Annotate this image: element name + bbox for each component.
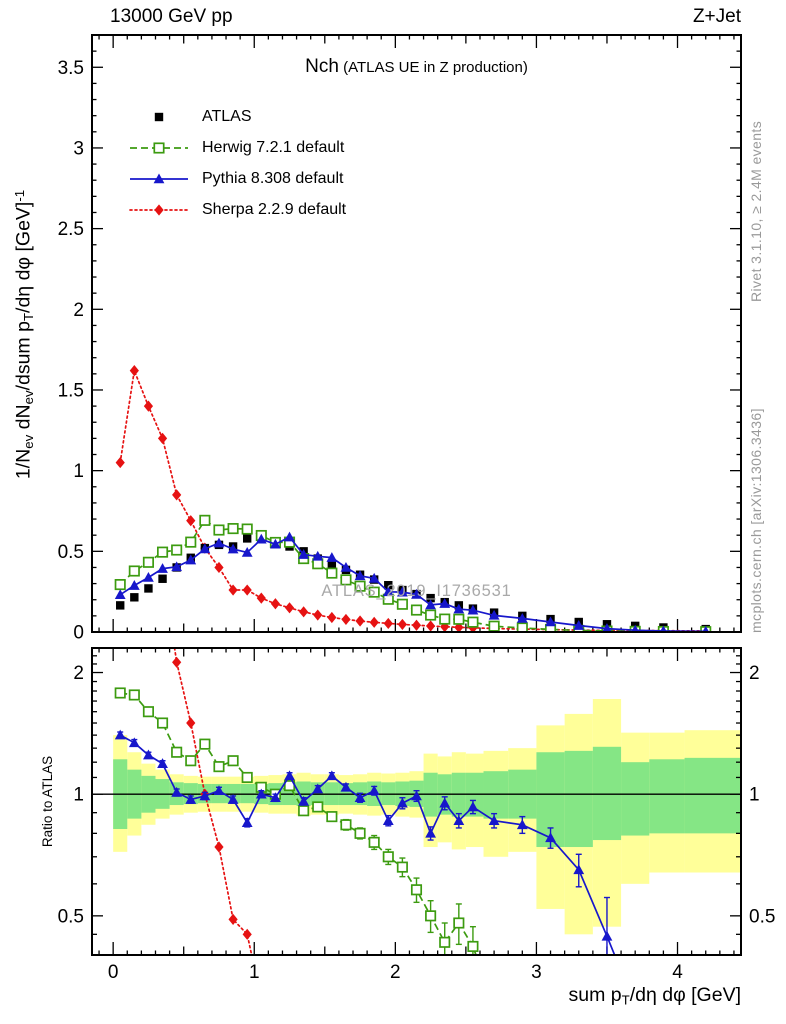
uncertainty-bands xyxy=(113,699,741,934)
svg-text:0: 0 xyxy=(107,962,119,983)
svg-text:2: 2 xyxy=(73,299,84,321)
legend-label: Sherpa 2.2.9 default xyxy=(202,200,347,218)
x-axis-title: sum $p_T/d\eta$ dφ [GeV] xyxy=(568,984,741,1008)
svg-text:0.5: 0.5 xyxy=(57,541,84,563)
legend-item-pythia xyxy=(128,163,346,194)
plot-title-sub: (ATLAS UE in Z production) xyxy=(338,59,528,76)
svg-text:3.5: 3.5 xyxy=(57,57,84,79)
legend-marker-icon xyxy=(128,170,190,188)
svg-text:2: 2 xyxy=(390,962,401,983)
analysis-watermark: ATLAS_2019_I1736531 xyxy=(321,582,512,600)
legend-item-atlas xyxy=(128,101,346,132)
legend-label: ATLAS xyxy=(202,107,252,125)
y-axis-title-ratio: Ratio to ATLAS xyxy=(40,755,55,848)
svg-text:0.5: 0.5 xyxy=(749,906,776,928)
svg-text:4: 4 xyxy=(672,962,683,983)
svg-text:0.5: 0.5 xyxy=(57,906,84,928)
legend-label: Pythia 8.308 default xyxy=(202,169,344,187)
process-label: Z+Jet xyxy=(692,6,741,27)
svg-text:1.5: 1.5 xyxy=(57,380,84,402)
svg-text:2: 2 xyxy=(749,663,760,685)
y-axis-title-main: $1/N_{ev}$ $dN_{ev}$/dsum $p_T/d\eta$ dφ [GeV]$^{-1}$ xyxy=(12,189,36,480)
rivet-version-note: Rivet 3.1.10, ≥ 2.4M events xyxy=(748,120,764,302)
svg-text:1: 1 xyxy=(73,461,84,483)
legend xyxy=(128,101,346,225)
mcplots-reference-note: mcplots.cern.ch [arXiv:1306.3436] xyxy=(748,408,764,633)
legend-marker-icon xyxy=(128,139,190,157)
legend-marker-icon xyxy=(128,201,190,219)
svg-text:1: 1 xyxy=(248,962,260,983)
svg-text:3: 3 xyxy=(531,962,542,983)
svg-text:2.5: 2.5 xyxy=(57,219,84,241)
legend-item-herwig xyxy=(128,132,346,163)
legend-item-sherpa xyxy=(128,194,346,225)
plot-title xyxy=(92,56,741,78)
series-herwig-main xyxy=(116,516,711,637)
svg-text:1: 1 xyxy=(73,784,84,806)
svg-text:1: 1 xyxy=(749,784,760,806)
legend-marker-icon xyxy=(128,108,190,126)
svg-text:2: 2 xyxy=(73,663,84,685)
beam-energy-label: 13000 GeV pp xyxy=(110,6,233,27)
plot-title-main: Nch xyxy=(305,56,339,77)
svg-text:3: 3 xyxy=(73,138,84,160)
svg-text:0: 0 xyxy=(73,622,84,644)
legend-label: Herwig 7.2.1 default xyxy=(202,138,345,156)
